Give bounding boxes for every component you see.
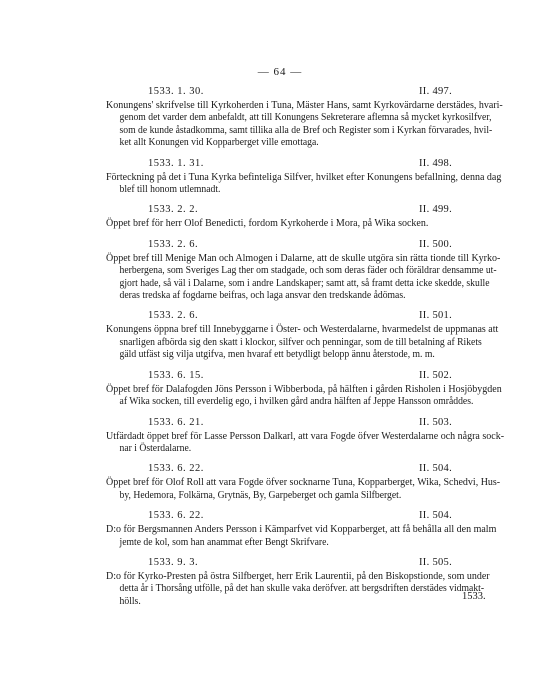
entry-header — [106, 556, 520, 569]
register-entry — [106, 462, 520, 502]
entry-number: II. 504. — [419, 463, 453, 475]
entry-text — [106, 384, 520, 409]
entry-text-line: gjort hade, så väl i Dalarne, som i andre Landskaper; samt att, så framt detta icke skedde, skulle — [119, 277, 490, 289]
entry-text — [106, 477, 520, 502]
register-entry — [106, 309, 520, 361]
register-entry — [106, 369, 520, 409]
entry-date: 1533. 1. 30. — [148, 86, 204, 97]
entry-number: II. 498. — [419, 157, 453, 169]
entry-text-line: deras tredska af fogdarne beifras, och laga ansvar den tredskande ådömas. — [119, 290, 406, 302]
entry-text-line: Öppet bref för Dalafogden Jöns Persson i Wibberboda, på hälften i gården Risholen i Hosjöbygden — [106, 383, 502, 395]
entry-text-line: Konungens' skrifvelse till Kyrkoherden i Tuna, Mäster Hans, samt Kyrkovärdarne derstädes, hvari- — [106, 100, 503, 111]
register-entry — [106, 556, 520, 608]
entry-date: 1533. 2. 6. — [148, 310, 199, 322]
entry-text-line: Öppet bref för Olof Roll att vara Fogde öfver socknarne Tuna, Kopparberget, Wika, Schedvi, Hus- — [106, 477, 501, 489]
entry-date: 1533. 2. 2. — [148, 204, 199, 216]
entry-header — [106, 509, 520, 522]
entry-text — [106, 524, 520, 549]
entry-text — [106, 172, 520, 197]
entry-number: II. 500. — [419, 238, 453, 250]
entry-header — [106, 85, 520, 98]
entry-date: 1533. 6. 15. — [148, 369, 204, 381]
entry-number: II. 503. — [419, 416, 453, 428]
entry-text-line: af Wika socken, till everdelig ego, i hvilken gård andra hälften af Jeppe Hansson områddes. — [119, 396, 474, 408]
entry-date: 1533. 2. 6. — [148, 238, 199, 250]
entry-text-line: snarligen afbörda sig den skatt i klockor, silfver och penningar, som de till betalning af Rikets — [119, 336, 482, 348]
entry-text-line: ket allt Konungen vid Kopparberget ville emottaga. — [119, 137, 319, 149]
entry-number: II. 504. — [419, 510, 453, 522]
entry-text-line: nar i Österdalarne. — [119, 442, 192, 454]
entry-text — [106, 324, 520, 361]
register-entry — [106, 238, 520, 303]
register-entry — [106, 509, 520, 549]
entry-text-line: Öppet bref till Menige Man och Almogen i Dalarne, att de skulle utgöra sin rätta tionde till Kyrko- — [106, 252, 501, 264]
entry-header — [106, 462, 520, 475]
entry-header — [106, 203, 520, 216]
entry-date: 1533. 1. 31. — [148, 157, 204, 169]
entry-header — [106, 157, 520, 170]
entry-text-line: D:o för Bergsmannen Anders Persson i Kämparfvet vid Kopparberget, att få behålla all den malm — [106, 524, 497, 536]
entry-text-line: by, Hedemora, Folkärna, Grytnäs, By, Garpeberget och gamla Silfberget. — [119, 489, 402, 501]
entry-text-line: Förteckning på det i Tuna Kyrka befinteliga Silfver, hvilket efter Konungens befallning, denna dag — [106, 171, 502, 183]
entry-number: II. 499. — [419, 204, 453, 216]
entry-text-line: gäld utfäst sig vilja utgifva, men hvaraf ett betydligt belopp ännu återstode, m. m. — [119, 349, 435, 361]
entry-text — [106, 218, 520, 230]
entry-number: II. 497. — [419, 86, 453, 97]
entry-number: II. 502. — [419, 369, 453, 381]
register-entry — [106, 85, 520, 150]
entry-text-line: Öppet bref för herr Olof Benedicti, fordom Kyrkoherde i Mora, på Wika socken. — [106, 218, 429, 230]
entry-text-line: Konungens öppna bref till Innebyggarne i Öster- och Westerdalarne, hvarmedelst de uppmanas att — [106, 324, 499, 336]
entry-text-line: jemte de kol, som han anammat efter Bengt Skrifvare. — [119, 536, 329, 548]
entry-text-line: herbergena, som Sveriges Lag ther om stadgade, och som deras fäder och föräldrar densamme ut- — [119, 265, 497, 277]
entry-list — [106, 85, 520, 615]
entry-number: II. 505. — [419, 556, 453, 568]
entry-text-line: hölls. — [119, 595, 141, 607]
entry-text — [106, 571, 520, 608]
entry-header — [106, 416, 520, 429]
entry-number: II. 501. — [419, 310, 453, 322]
register-entry — [106, 157, 520, 197]
entry-text-line: detta år i Thorsång utfölle, på det han skulle vaka deröfver. att bergsdriften derstädes vidmakt- — [119, 583, 485, 595]
page-number: — 64 — — [257, 66, 303, 78]
entry-date: 1533. 6. 21. — [148, 416, 204, 428]
entry-date: 1533. 6. 22. — [148, 463, 204, 475]
entry-header — [106, 369, 520, 382]
catchword-footer: 1533. — [462, 591, 486, 602]
entry-text — [106, 100, 520, 150]
entry-text-line: blef till honom utlemnadt. — [119, 184, 221, 196]
entry-header — [106, 238, 520, 251]
entry-text-line: D:o för Kyrko-Presten på östra Silfberget, herr Erik Laurentii, på den Biskopstionde, som under — [106, 570, 490, 582]
entry-date: 1533. 6. 22. — [148, 510, 204, 522]
entry-text — [106, 431, 520, 456]
entry-text-line: som de kunde åstadkomma, samt tillika alla de Bref och Register som i Kyrkan förvarades, hvil- — [119, 124, 493, 136]
entry-text — [106, 253, 520, 303]
entry-text-line: Utfärdadt öppet bref för Lasse Persson Dalkarl, att vara Fogde öfver Westerdalarne och några sock- — [106, 430, 505, 442]
register-entry — [106, 416, 520, 456]
entry-text-line: genom det varder dem anbefaldt, att till Konungens Sekreterare aflemna så mycket kyrkosilfver, — [119, 112, 492, 124]
entry-header — [106, 309, 520, 322]
register-entry — [106, 203, 520, 230]
entry-date: 1533. 9. 3. — [148, 556, 199, 568]
